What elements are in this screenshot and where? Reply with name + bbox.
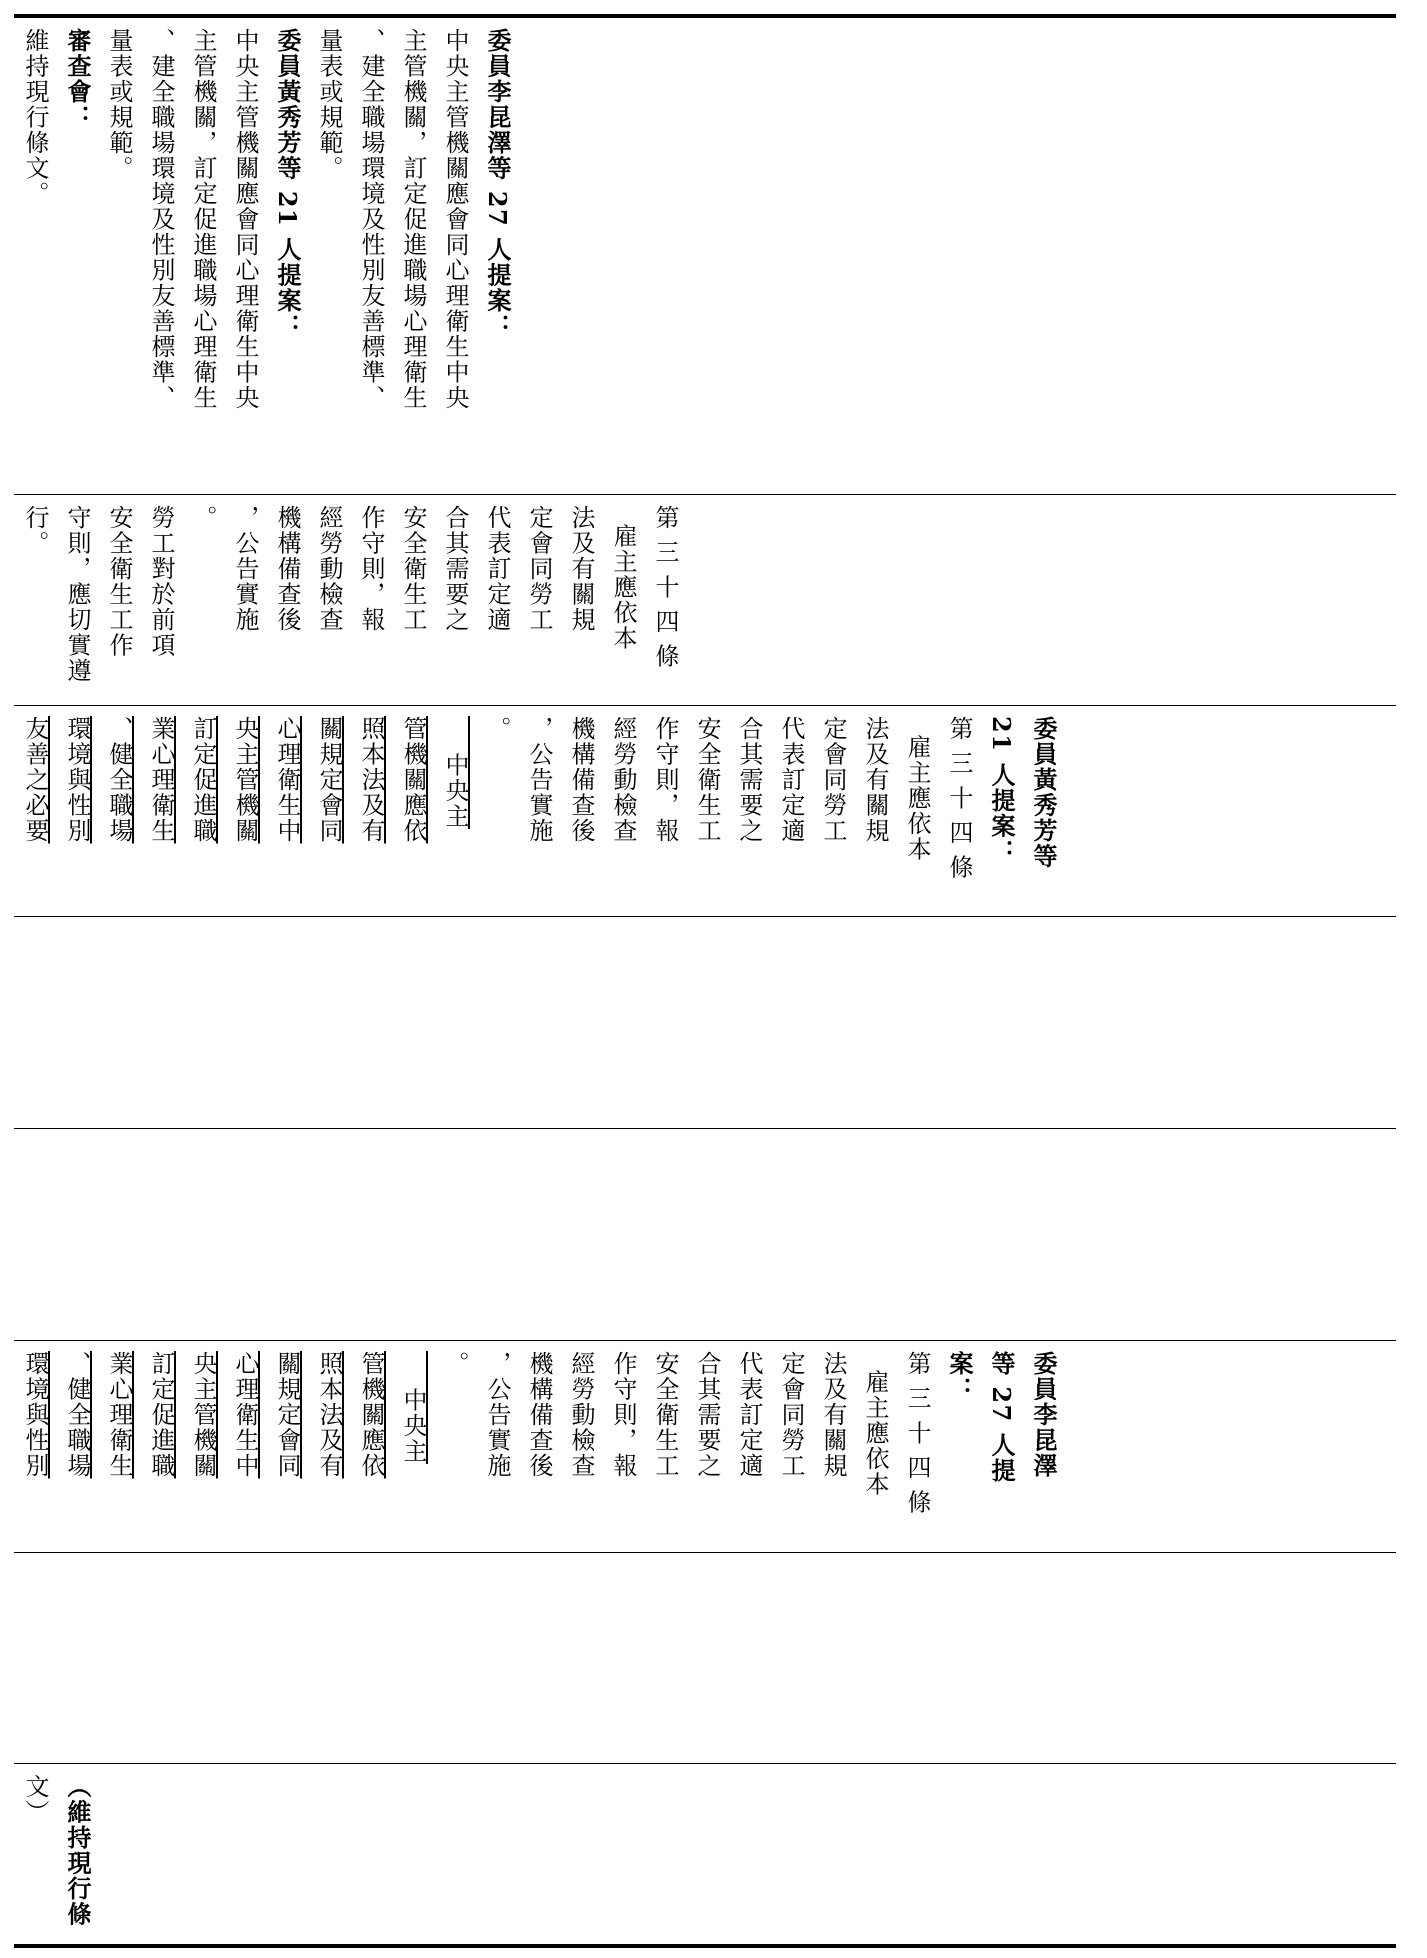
- text-line: 審查會：: [63, 28, 92, 130]
- text-line: 關規定會同: [273, 1351, 301, 1479]
- text-line: 合其需要之: [693, 1351, 721, 1479]
- text-line: 安全衛生工: [399, 505, 427, 633]
- text-line: 經勞動檢查: [609, 716, 637, 844]
- text-line: 央主管機關: [231, 716, 259, 844]
- text-line: 經勞動檢查: [315, 505, 343, 633]
- text-line: 定會同勞工: [819, 716, 847, 844]
- text-line: 中央主管機關應會同心理衛生中央: [441, 28, 469, 411]
- text-line: 委員李昆澤等 27 人提案：: [483, 28, 512, 340]
- text-line: （維持現行條: [63, 1774, 92, 1927]
- text-line: 等 27 人提: [987, 1351, 1016, 1484]
- lee-proposal-text: [14, 1341, 1064, 1552]
- lee-proposal-cell: [14, 1341, 1396, 1552]
- text-line: 行。: [21, 505, 49, 556]
- current-article-cell: [14, 495, 1396, 705]
- text-line: 法及有關規: [567, 505, 595, 633]
- text-line: 管機關應依: [399, 716, 427, 844]
- text-line: 照本法及有: [357, 716, 385, 844]
- text-line: 機構備查後: [273, 505, 301, 633]
- empty-cell: [14, 917, 1396, 1128]
- empty-cell: [14, 1553, 1396, 1763]
- text-line: 、建全職場環境及性別友善標準、: [147, 28, 175, 411]
- text-line: 。: [189, 505, 217, 531]
- document-sheet: [14, 14, 1396, 1948]
- text-line: 安全衛生工作: [105, 505, 133, 658]
- text-line: 訂定促進職: [147, 1351, 175, 1479]
- text-line: 委員黃秀芳等: [1029, 716, 1058, 869]
- text-line: ，公告實施: [483, 1351, 511, 1479]
- text-line: 合其需要之: [735, 716, 763, 844]
- text-line: 中央主: [399, 1351, 427, 1465]
- text-line: ，公告實施: [231, 505, 259, 633]
- text-line: 量表或規範。: [105, 28, 133, 181]
- text-line: 友善之必要: [21, 716, 49, 844]
- text-line: 作守則，報: [651, 716, 679, 844]
- text-line: 心理衛生中: [273, 716, 301, 844]
- text-line: 業心理衛生: [105, 1351, 133, 1479]
- text-line: 環境與性別: [21, 1351, 49, 1479]
- text-line: 機構備查後: [525, 1351, 553, 1479]
- resolution-text: [14, 1764, 98, 1948]
- text-line: 勞工對於前項: [147, 505, 175, 658]
- text-line: 代表訂定適: [735, 1351, 763, 1479]
- review-notes-cell: [14, 18, 1396, 494]
- text-line: 案：: [945, 1351, 974, 1402]
- text-line: 第 三 十 四 條: [903, 1351, 931, 1516]
- text-line: 作守則，報: [357, 505, 385, 633]
- text-line: 雇主應依本: [861, 1351, 889, 1497]
- review-notes-text: [14, 18, 518, 494]
- text-line: 安全衛生工: [693, 716, 721, 844]
- text-line: 主管機關，訂定促進職場心理衛生: [399, 28, 427, 411]
- huang-proposal-text: [14, 706, 1064, 916]
- text-line: 作守則，報: [609, 1351, 637, 1479]
- text-line: 管機關應依: [357, 1351, 385, 1479]
- text-line: 。: [441, 1351, 469, 1377]
- text-line: 21 人提案：: [987, 716, 1016, 865]
- text-line: 文）: [21, 1774, 49, 1825]
- text-line: 、健全職場: [105, 716, 133, 844]
- text-line: 守則，應切實遵: [63, 505, 91, 684]
- text-line: 主管機關，訂定促進職場心理衛生: [189, 28, 217, 411]
- text-line: 中央主: [441, 716, 469, 830]
- text-line: 心理衛生中: [231, 1351, 259, 1479]
- text-line: 雇主應依本: [903, 716, 931, 862]
- text-line: 委員李昆澤: [1029, 1351, 1058, 1479]
- text-line: 第 三 十 四 條: [945, 716, 973, 881]
- text-line: 照本法及有: [315, 1351, 343, 1479]
- text-line: 關規定會同: [315, 716, 343, 844]
- text-line: 央主管機關: [189, 1351, 217, 1479]
- text-line: 業心理衛生: [147, 716, 175, 844]
- text-line: 訂定促進職: [189, 716, 217, 844]
- text-line: 安全衛生工: [651, 1351, 679, 1479]
- text-line: 法及有關規: [819, 1351, 847, 1479]
- text-line: 第 三 十 四 條: [651, 505, 679, 670]
- text-line: 定會同勞工: [777, 1351, 805, 1479]
- text-line: 中央主管機關應會同心理衛生中央: [231, 28, 259, 411]
- text-line: 委員黃秀芳等 21 人提案：: [273, 28, 302, 340]
- text-line: ，公告實施: [525, 716, 553, 844]
- text-line: 經勞動檢查: [567, 1351, 595, 1479]
- text-line: 、建全職場環境及性別友善標準、: [357, 28, 385, 411]
- text-line: 合其需要之: [441, 505, 469, 633]
- text-line: 維持現行條文。: [21, 28, 49, 207]
- text-line: 代表訂定適: [777, 716, 805, 844]
- resolution-cell: [14, 1764, 1396, 1948]
- text-line: 量表或規範。: [315, 28, 343, 181]
- huang-proposal-cell: [14, 706, 1396, 916]
- text-line: 、健全職場: [63, 1351, 91, 1479]
- text-line: 雇主應依本: [609, 505, 637, 651]
- text-line: 。: [483, 716, 511, 742]
- text-line: 法及有關規: [861, 716, 889, 844]
- text-line: 環境與性別: [63, 716, 91, 844]
- empty-cell: [14, 1129, 1396, 1340]
- text-line: 機構備查後: [567, 716, 595, 844]
- text-line: 定會同勞工: [525, 505, 553, 633]
- text-line: 代表訂定適: [483, 505, 511, 633]
- current-article-text: [14, 495, 686, 705]
